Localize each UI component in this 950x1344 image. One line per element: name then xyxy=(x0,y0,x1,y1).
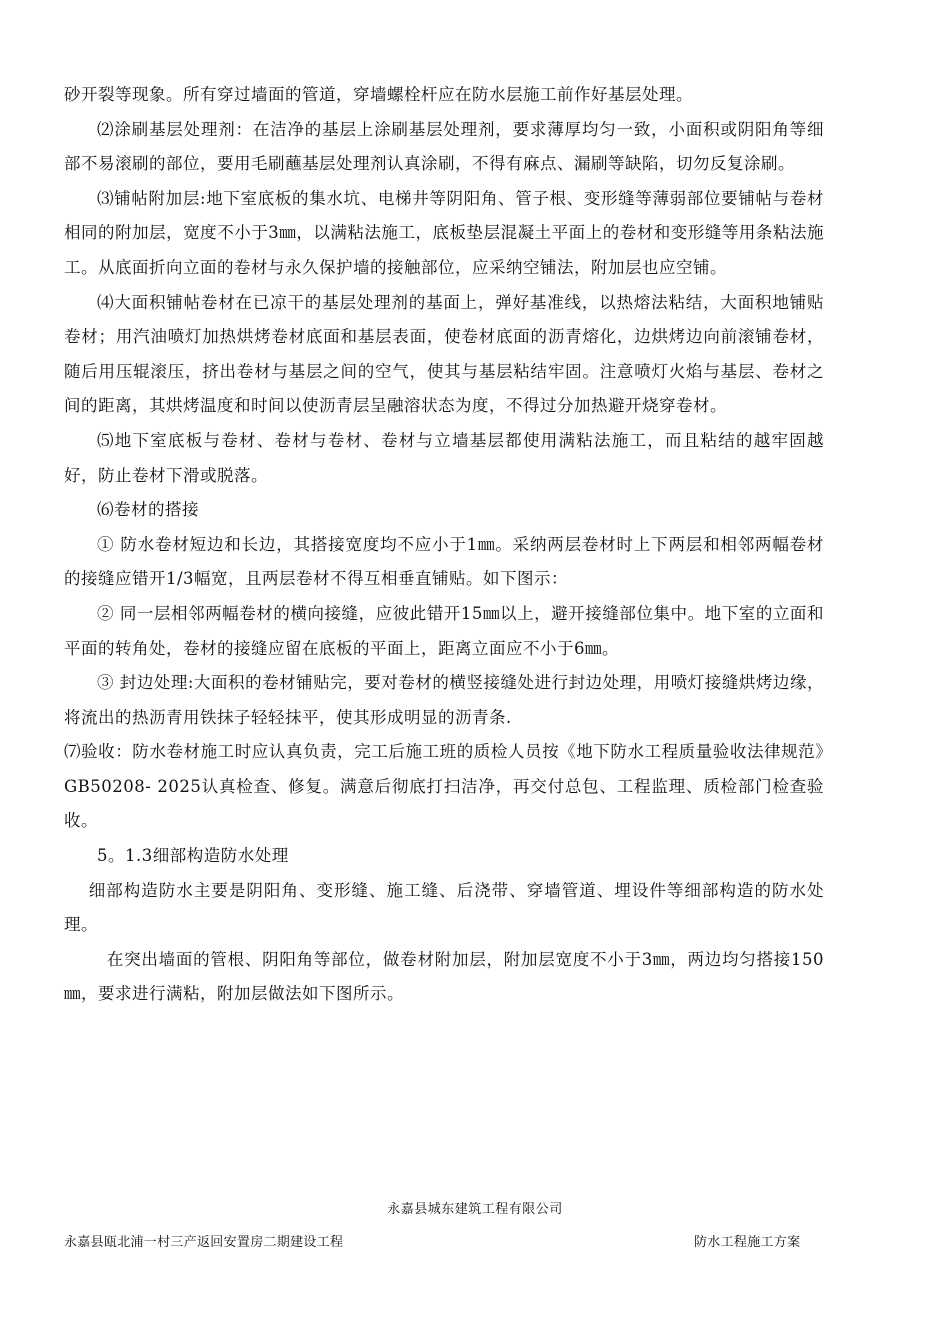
paragraph-step-6: ⑹卷材的搭接 xyxy=(97,500,199,520)
paragraph-sub-1: ① 防水卷材短边和长边，其搭接宽度均不应小于1㎜。采纳两层卷材时上下两层和相邻两幅卷材的接缝应错开1/3幅宽，且两层卷材不得互相垂直铺贴。如下图示： xyxy=(64,534,824,589)
paragraph-sub-3: ③ 封边处理:大面积的卷材铺贴完，要对卷材的横竖接缝处进行封边处理，用喷灯接缝烘烤边缘，将流出的热沥青用铁抹子轻轻抹平，使其形成明显的沥青条. xyxy=(64,673,824,727)
paragraph-step-3: ⑶铺帖附加层:地下室底板的集水坑、电梯井等阴阳角、管子根、变形缝等薄弱部位要铺帖与卷材相同的附加层，宽度不小于3㎜，以满粘法施工，底板垫层混凝土平面上的卷材和变形缝等用条粘法施工。从底面折向立面的卷材与永久保护墙的接触部位，应采纳空铺法，附加层也应空铺。 xyxy=(64,188,824,277)
paragraph-step-5: ⑸地下室底板与卷材、卷材与卷材、卷材与立墙基层都使用满粘法施工，而且粘结的越牢固越好，防止卷材下滑或脱落。 xyxy=(64,430,824,485)
paragraph-detail-method: 在突出墙面的管根、阴阳角等部位，做卷材附加层，附加层宽度不小于3㎜，两边均匀搭接150㎜，要求进行满粘，附加层做法如下图所示。 xyxy=(64,949,824,1004)
paragraph-detail-intro: 细部构造防水主要是阴阳角、变形缝、施工缝、后浇带、穿墙管道、埋设件等细部构造的防水处理。 xyxy=(64,880,824,935)
paragraph-step-7: ⑺验收：防水卷材施工时应认真负责，完工后施工班的质检人员按《地下防水工程质量验收法律规范》GB50208- 2025认真检查、修复。满意后彻底打扫洁净，再交付总包、工程监理、质检部门检查验收。 xyxy=(64,742,824,831)
paragraph-continuation: 砂开裂等现象。所有穿过墙面的管道，穿墙螺栓杆应在防水层施工前作好基层处理。 xyxy=(64,85,693,104)
footer-project-name: 永嘉县瓯北浦一村三产返回安置房二期建设工程 xyxy=(64,1235,344,1250)
footer-document-title: 防水工程施工方案 xyxy=(694,1235,801,1250)
paragraph-step-2: ⑵涂刷基层处理剂：在洁净的基层上涂刷基层处理剂，要求薄厚均匀一致，小面积或阴阳角等细部不易滚刷的部位，要用毛刷蘸基层处理剂认真涂刷，不得有麻点、漏刷等缺陷，切勿反复涂刷。 xyxy=(64,119,824,174)
section-heading: 5。1.3细部构造防水处理 xyxy=(97,846,289,866)
paragraph-step-4: ⑷大面积铺帖卷材在已凉干的基层处理剂的基面上，弹好基准线，以热熔法粘结，大面积地铺贴卷材；用汽油喷灯加热烘烤卷材底面和基层表面，使卷材底面的沥青熔化，边烘烤边向前滚铺卷材，随后用压辊滚压，挤出卷材与基层之间的空气，使其与基层粘结牢固。注意喷灯火焰与基层、卷材之间的距离，其烘烤温度和时间以使沥青层呈融溶状态为度，不得过分加热避开烧穿卷材。 xyxy=(64,292,824,416)
body-text xyxy=(64,78,824,1012)
footer-company: 永嘉县城东建筑工程有限公司 xyxy=(387,1202,563,1217)
paragraph-sub-2: ② 同一层相邻两幅卷材的横向接缝，应彼此错开15㎜以上，避开接缝部位集中。地下室的立面和平面的转角处，卷材的接缝应留在底板的平面上，距离立面应不小于6㎜。 xyxy=(64,603,824,658)
